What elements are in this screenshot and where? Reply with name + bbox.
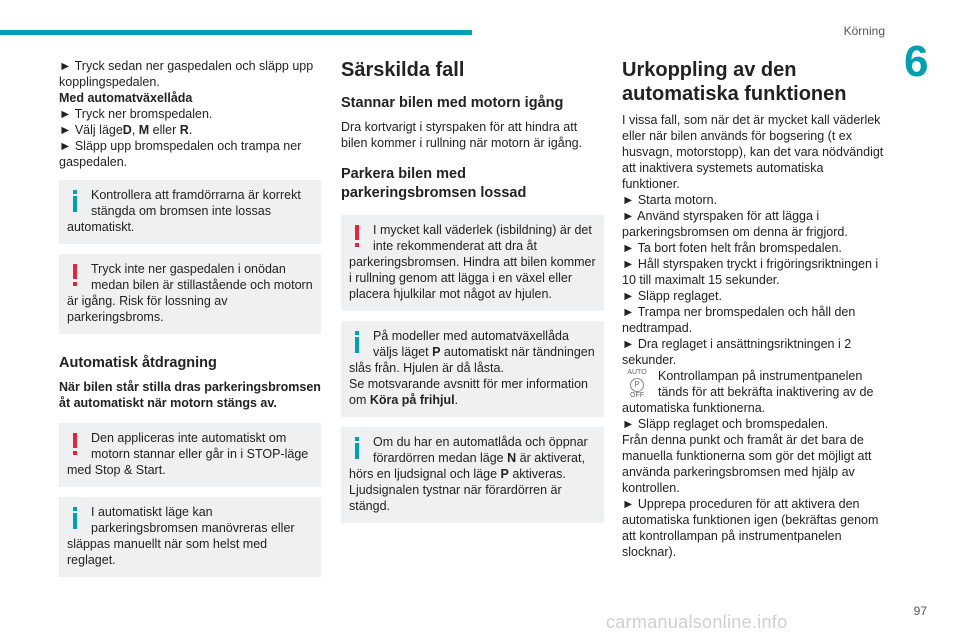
step: ► Släpp upp bromspedalen och trampa ner gaspedalen. [59,139,302,169]
step: ► Använd styrspaken för att lägga i parkeringsbromsen om denna är frigjord. [622,209,848,239]
gear-m: M [138,123,150,137]
info-icon [349,437,365,459]
paragraph: ► Tryck sedan ner gaspedalen och släpp upp kopplingspedalen. [59,59,314,89]
lamp-label-top: AUTO [627,369,647,376]
note-text: Tryck inte ner gaspedalen i onödan medan bilen är stillastående och motorn är igång. Risk för lossning av parkeringsbroms. [67,262,313,324]
text: är aktiverat, hörs en ljudsignal och läge [349,451,585,481]
note-text: I automatiskt läge kan parkeringsbromsen manövreras eller släppas manuellt när som helst med reglaget. [67,505,295,567]
paragraph: Från denna punkt och framåt är det bara de manuella funktionerna som gör det möjligt att använda parkeringsbromsen med hjälp av kontrollen. [622,433,872,495]
section-title: Körning [843,24,885,38]
info-icon [67,190,83,212]
note-text: I mycket kall väderlek (isbildning) är det inte rekommenderat att dra åt parkeringsbromsen. Hindra att bilen kommer i rullning genom att lägga i en växel eller placera hjulkilar mot något av hjulen. [349,223,596,301]
step: ► Starta motorn. [622,193,718,207]
step: ► Tryck ner bromspedalen. [59,107,213,121]
text: ► Välj läge [59,123,123,137]
section-heading: Automatisk åtdragning [59,355,217,371]
text: eller [149,123,180,137]
lamp-paragraph [622,368,884,416]
column-3 [622,58,884,560]
header-accent-bar [0,30,472,35]
step: ► Dra reglaget i ansättningsriktningen i 2 sekunder. [622,337,852,367]
bold-paragraph: När bilen står stilla dras parkeringsbromsen åt automatiskt när motorn stängs av. [59,380,321,410]
info-note [341,427,604,523]
text: . [454,393,459,407]
gear-p: P [432,345,441,359]
step [59,122,321,138]
gear-d: D [122,123,132,137]
text: aktiveras. [508,467,566,481]
note-text: Den appliceras inte automatiskt om motorn stannar eller går in i STOP-läge med Stop & Start. [67,431,309,477]
text: Se motsvarande avsnitt för mer information om [349,377,588,407]
note-text: Kontrollera att framdörrarna är korrekt stängda om bromsen inte lossas automatiskt. [67,188,301,234]
text: automatiskt när tändningen slås från. Hjulen är då låsta. [349,345,595,375]
step: ► Släpp reglaget. [622,289,722,303]
step: ► Upprepa proceduren för att aktivera den automatiska funktionen igen (bekräftas genom att kontrollampan på instrumentpanelen slocknar). [622,497,879,559]
step: ► Trampa ner bromspedalen och håll den nedtrampad. [622,305,856,335]
step: ► Släpp reglaget och bromspedalen. [622,417,829,431]
warning-note [341,215,604,311]
info-note [59,497,321,577]
warning-icon [349,225,365,247]
section-heading: Särskilda fall [341,59,465,81]
subheading: Med automatväxellåda [59,91,193,105]
step: ► Ta bort foten helt från bromspedalen. [622,241,842,255]
chapter-number: 6 [904,37,929,86]
note-text [349,329,595,407]
subsection-heading: Stannar bilen med motorn igång [341,95,564,111]
info-icon [349,331,365,353]
column-2 [341,58,604,533]
section-heading: Urkoppling av den automatiska funktionen [622,59,847,105]
chapter-tab [892,0,960,104]
watermark: carmanualsonline.info [606,612,788,632]
warning-icon [67,264,83,286]
gear-r: R [179,123,189,137]
warning-note [59,254,321,334]
gear-n: N [507,451,517,465]
info-icon [67,507,83,529]
info-note [341,321,604,417]
column-1 [59,58,321,587]
text: , [131,123,139,137]
lamp-label-bottom: OFF [630,392,644,399]
auto-p-off-lamp-icon [622,370,652,400]
text: Om du har en automatlåda och öppnar förardörren medan läge [373,435,588,465]
text: På modeller med automatväxellåda väljs läget [373,329,569,359]
paragraph: Dra kortvarigt i styrspaken för att hindra att bilen kommer i rullning när motorn är igång. [341,120,583,150]
text: Ljudsignalen tystnar när förardörren är stängd. [349,483,562,513]
text: . [188,123,193,137]
page-number: 97 [913,604,927,618]
step: ► Håll styrspaken tryckt i frigöringsriktningen i 10 till maximalt 15 sekunder. [622,257,879,287]
warning-note [59,423,321,487]
lamp-label-mid: P [630,378,644,392]
paragraph: I vissa fall, som när det är mycket kall väderlek eller när bilen används för bogsering (t ex husvagn, motorstopp), kan det vara nödvändigt att inaktivera systemets automatiska funktioner. [622,113,884,191]
note-text [349,435,588,513]
warning-icon [67,433,83,455]
gear-p: P [500,467,509,481]
lamp-text: Kontrollampan på instrumentpanelen tänds för att bekräfta inaktivering av de automatiska funktionerna. [622,369,874,415]
subsection-heading: Parkera bilen med parkeringsbromsen lossad [341,166,527,201]
cross-reference: Köra på frihjul [369,393,455,407]
info-note [59,180,321,244]
